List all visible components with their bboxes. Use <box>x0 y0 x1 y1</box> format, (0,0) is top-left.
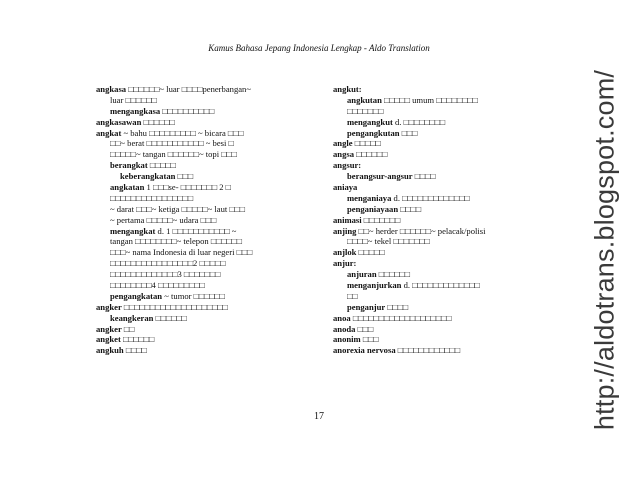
left-column <box>96 84 328 356</box>
dictionary-entry-line <box>96 215 328 226</box>
entry-definition: □□□□ <box>412 171 436 182</box>
entry-definition: □□□□□□□□□□□□ <box>395 345 461 356</box>
dictionary-entry-line <box>96 106 328 117</box>
entry-headword: pengangkutan <box>347 127 400 138</box>
dictionary-entry-line <box>333 95 558 106</box>
dictionary-entry-line <box>96 334 328 345</box>
dictionary-entry-line <box>333 334 558 345</box>
entry-definition: d. □□□□□□□□ <box>392 116 446 127</box>
entry-definition: 1 □□□se- □□□□□□□ 2 □ <box>144 182 231 193</box>
entry-definition: d. 1 □□□□□□□□□□□ ~ <box>155 225 237 236</box>
dictionary-entry-line <box>96 138 328 149</box>
entry-definition: □□□□□□□ <box>361 214 401 225</box>
entry-headword: anoda <box>333 323 356 334</box>
entry-definition: ~ tumor □□□□□□ <box>162 290 225 301</box>
entry-definition: □□□□□ <box>356 247 385 258</box>
entry-definition: □□~ herder □□□□□□~ pelacak/polisi <box>356 225 486 236</box>
entry-headword: penganjur <box>347 301 386 312</box>
page-header: Kamus Bahasa Jepang Indonesia Lengkap - Aldo Translation <box>208 43 430 53</box>
entry-definition: □□□□□□□□□□□□□□□□ <box>110 192 194 203</box>
entry-headword: animasi <box>333 214 362 225</box>
dictionary-entry-line <box>96 313 328 324</box>
entry-definition: □□□□□ <box>352 138 381 149</box>
right-column <box>333 84 558 356</box>
dictionary-entry-line <box>333 215 558 226</box>
entry-definition: □□□□ <box>123 345 147 356</box>
entry-headword: angkut: <box>333 84 362 94</box>
entry-headword: berangkat <box>110 160 148 171</box>
dictionary-entry-line <box>96 95 328 106</box>
entry-definition: □□□□□□ <box>376 269 410 280</box>
entry-headword: penganiayaan <box>347 203 399 214</box>
entry-definition: □□□□□ <box>147 160 176 171</box>
entry-definition: □□□□□□□□□□□□□□□□□□□□ <box>121 301 228 312</box>
dictionary-entry-line <box>333 117 558 128</box>
dictionary-entry-line <box>96 204 328 215</box>
entry-headword: angker <box>96 323 122 334</box>
entry-definition: □□□□□□~ luar □□□□penerbangan~ <box>126 84 252 94</box>
dictionary-entry-line <box>96 302 328 313</box>
entry-definition: □□□□□□□□□□□□□3 □□□□□□□ <box>110 269 221 280</box>
entry-headword: anonim <box>333 334 361 345</box>
dictionary-entry-line <box>96 160 328 171</box>
dictionary-entry-line <box>333 138 558 149</box>
dictionary-entry-line <box>333 236 558 247</box>
entry-definition: □□□ <box>355 323 374 334</box>
entry-definition: d. □□□□□□□□□□□□□ <box>391 192 470 203</box>
entry-definition: □□□□□□ <box>354 149 388 160</box>
entry-definition: □□□□□□ <box>141 116 175 127</box>
dictionary-entry-line <box>96 280 328 291</box>
dictionary-entry-line <box>96 193 328 204</box>
entry-headword: angkuh <box>96 345 124 356</box>
entry-definition: ~ darat □□□~ ketiga □□□□□~ laut □□□ <box>110 203 245 214</box>
entry-headword: anorexia nervosa <box>333 345 396 356</box>
entry-headword: anoa <box>333 312 351 323</box>
dictionary-entry-line <box>333 182 558 193</box>
entry-definition: ~ pertama □□□□□~ udara □□□ <box>110 214 217 225</box>
dictionary-entry-line <box>96 171 328 182</box>
entry-definition: □□□□□□□□□□□□□□□□2 □□□□□ <box>110 258 226 269</box>
page-number: 17 <box>314 411 324 422</box>
entry-definition: □□□ <box>360 334 379 345</box>
entry-definition: □□ <box>347 290 358 301</box>
dictionary-entry-line <box>96 247 328 258</box>
dictionary-entry-line <box>96 258 328 269</box>
entry-definition: □□□□□□□□4 □□□□□□□□□ <box>110 280 205 291</box>
entry-definition: □□□ <box>175 171 194 182</box>
entry-definition: □□□~ nama Indonesia di luar negeri □□□ <box>110 247 253 258</box>
entry-headword: angket <box>96 334 121 345</box>
entry-headword: anjur: <box>333 258 357 269</box>
entry-headword: menganiaya <box>347 192 392 203</box>
entry-headword: angsur: <box>333 160 362 171</box>
entry-headword: angle <box>333 138 353 149</box>
entry-headword: anjlok <box>333 247 357 258</box>
entry-headword: mengangkasa <box>110 105 161 116</box>
entry-headword: berangsur-angsur <box>347 171 413 182</box>
entry-headword: keangkeran <box>110 312 154 323</box>
entry-definition: □□□□~ tekel □□□□□□□ <box>347 236 430 247</box>
dictionary-entry-line <box>333 345 558 356</box>
dictionary-entry-line <box>96 269 328 280</box>
dictionary-entry-line <box>96 182 328 193</box>
dictionary-entry-line <box>96 226 328 237</box>
entry-definition: □□□□ <box>385 301 409 312</box>
entry-definition: □□ <box>121 323 135 334</box>
entry-headword: angkat <box>96 127 122 138</box>
entry-definition: □□~ berat □□□□□□□□□□□ ~ besi □ <box>110 138 234 149</box>
dictionary-entry-line <box>333 128 558 139</box>
entry-headword: angkatan <box>110 182 145 193</box>
entry-definition: luar □□□□□□ <box>110 94 157 105</box>
entry-definition: □□□□□□□□□□□□□□□□□□□ <box>350 312 452 323</box>
entry-definition: d. □□□□□□□□□□□□□ <box>401 280 480 291</box>
entry-definition: □□□□□□□□□□ <box>160 105 215 116</box>
dictionary-entry-line <box>333 160 558 171</box>
dictionary-entry-line <box>333 291 558 302</box>
dictionary-entry-line <box>333 302 558 313</box>
dictionary-entry-line <box>333 193 558 204</box>
dictionary-entry-line <box>333 106 558 117</box>
dictionary-entry-line <box>333 324 558 335</box>
entry-headword: angsa <box>333 149 355 160</box>
entry-headword: mengangkat <box>110 225 156 236</box>
dictionary-entry-line <box>333 269 558 280</box>
dictionary-entry-line <box>96 84 328 95</box>
entry-definition: □□□□□ umum □□□□□□□□ <box>381 94 478 105</box>
dictionary-entry-line <box>96 236 328 247</box>
entry-headword: anjuran <box>347 269 377 280</box>
dictionary-entry-line <box>96 345 328 356</box>
entry-headword: pengangkatan <box>110 290 163 301</box>
entry-definition: □□□□□□ <box>120 334 155 345</box>
dictionary-entry-line <box>333 84 558 95</box>
entry-headword: keberangkatan <box>120 171 176 182</box>
dictionary-entry-line <box>333 171 558 182</box>
dictionary-entry-line <box>96 324 328 335</box>
dictionary-entry-line <box>333 313 558 324</box>
entry-headword: menganjurkan <box>347 280 402 291</box>
entry-definition: □□□□□~ tangan □□□□□□~ topi □□□ <box>110 149 237 160</box>
dictionary-entry-line <box>333 280 558 291</box>
dictionary-entry-line <box>96 128 328 139</box>
entry-definition: ~ bahu □□□□□□□□□ ~ bicara □□□ <box>121 127 244 138</box>
entry-headword: angkutan <box>347 94 382 105</box>
dictionary-entry-line <box>96 149 328 160</box>
dictionary-entry-line <box>96 291 328 302</box>
entry-definition: □□□□□□□ <box>347 105 384 116</box>
entry-headword: anjing <box>333 225 357 236</box>
watermark-url: http://aldotrans.blogspot.com/ <box>589 69 620 431</box>
entry-headword: angker <box>96 301 122 312</box>
entry-headword: angkasa <box>96 84 127 94</box>
dictionary-entry-line <box>333 149 558 160</box>
entry-definition: □□□□□□ <box>153 312 187 323</box>
dictionary-entry-line <box>333 258 558 269</box>
dictionary-entry-line <box>333 204 558 215</box>
dictionary-entry-line <box>333 247 558 258</box>
entry-definition: □□□ <box>399 127 418 138</box>
entry-headword: angkasawan <box>96 116 142 127</box>
entry-headword: mengangkut <box>347 116 393 127</box>
entry-headword: aniaya <box>333 182 358 193</box>
entry-definition: □□□□ <box>398 203 422 214</box>
entry-definition: tangan □□□□□□□□~ telepon □□□□□□ <box>110 236 242 247</box>
dictionary-entry-line <box>96 117 328 128</box>
dictionary-entry-line <box>333 226 558 237</box>
